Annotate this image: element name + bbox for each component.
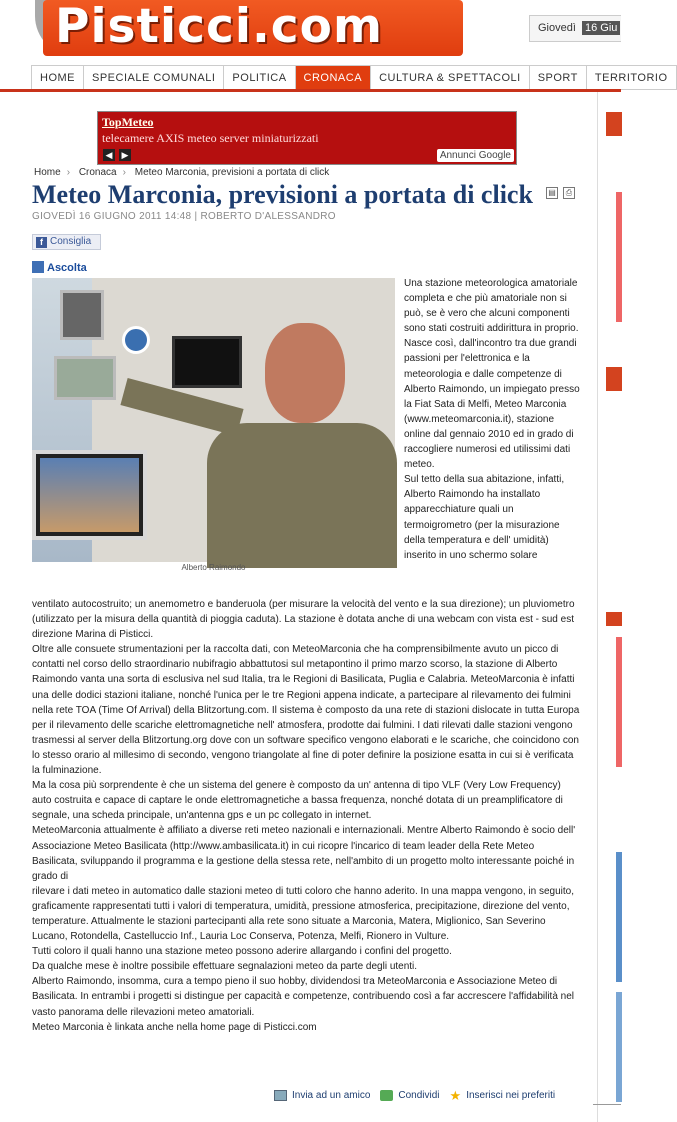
- paragraph: Una stazione meteorologica amatoriale completa e che più amatoriale non si può, se è vero che alcuni componenti sono stati costruiti addirittura in proprio.: [404, 278, 579, 335]
- breadcrumb-current: Meteo Marconia, previsioni a portata di click: [134, 167, 330, 178]
- star-icon: ★: [449, 1088, 462, 1103]
- paragraph: Alberto Raimondo, insomma, cura a tempo pieno il suo hobby, dividendosi tra MeteoMarconia e Associazione Meteo di Basilicata. In entrambi i progetti si distingue per capacità e competenze, contribuendo così a far accrescere l'affidabilità nel vasto panorama delle rilevazioni meteo amatoriali.: [32, 976, 575, 1018]
- paragraph: Sul tetto della sua abitazione, infatti, Alberto Raimondo ha installato apparecchiature quali un termoigrometro (per la misurazione della temperatura e dell' umidità) inserito in uno schermo solare: [404, 474, 565, 561]
- meta-separator: |: [194, 211, 201, 222]
- sidebar-block: [606, 612, 622, 626]
- listen-label: Ascolta: [47, 262, 87, 274]
- article-date: GIOVEDÌ 16 GIUGNO 2011 14:48: [32, 211, 192, 222]
- photo-caption: Alberto Raimondo: [181, 563, 246, 572]
- pdf-icon[interactable]: ▤: [546, 187, 558, 199]
- article-photo: [32, 278, 395, 562]
- ad-next-icon[interactable]: ▶: [119, 149, 131, 161]
- ad-google-text: Annunci Google: [439, 150, 511, 161]
- photo-face: [265, 323, 345, 423]
- paragraph: Nasce così, dall'incontro tra due grandi passioni per l'elettronica e la meteorologia e dalle competenze di Alberto Raimondo, un impiegato presso la Fiat Sata di Melfi, Meteo Marconia (www.meteomarconia.it), stazione online dal gennaio 2010 ed in grado di raccogliere numerosi ed utilissimi dati meteo.: [404, 338, 580, 471]
- mail-icon: [274, 1090, 287, 1101]
- paragraph: Meteo Marconia è linkata anche nella home page di Pisticci.com: [32, 1021, 317, 1033]
- favorites-link[interactable]: [450, 1090, 556, 1101]
- breadcrumb-cronaca[interactable]: Cronaca: [78, 167, 117, 178]
- ad-title[interactable]: TopMeteo: [102, 115, 154, 129]
- date-box: [529, 15, 621, 42]
- favorites-label: Inserisci nei preferiti: [466, 1090, 556, 1101]
- site-header: [0, 0, 621, 62]
- site-logo[interactable]: Pisticci.com: [43, 0, 463, 56]
- breadcrumb-separator: ›: [66, 167, 71, 178]
- facebook-icon: f: [36, 237, 47, 248]
- breadcrumb-separator: ›: [122, 167, 126, 178]
- main-nav: [31, 65, 677, 90]
- article-body-side: [404, 276, 582, 563]
- paragraph: rilevare i dati meteo in automatico dalle stazioni meteo di tutti coloro che hanno aderito. In una mappa vengono, in seguito, graficamente rappresentati tutti i valori di temperatura, umidità, pressione atmosferica, precipitazione, direzione del vento, temperature. Attualmente le stazioni partecipanti alla rete sono situate a Marconia, Matera, Miglionico, San Severino Lucano, Rotondella, Castelluccio Inf., Lauria Loc Conserva, Potenza, Melfi, Rionero in Vulture.: [32, 885, 574, 943]
- breadcrumb-home[interactable]: Home: [34, 167, 61, 178]
- breadcrumb: [34, 167, 335, 178]
- paragraph: Ma la cosa più sorprendente è che un sistema del genere è composto da un' antenna di tipo VLF (Very Low Frequency) auto costruita e capace di captare le onde elettromagnetiche a bassa frequenza, nonché dotata di un preamplificatore di segnale, una scheda principale, un'antenna gps e un pc collegato in internet.: [32, 780, 563, 822]
- like-label: Consiglia: [50, 236, 92, 247]
- nav-sport[interactable]: SPORT: [530, 65, 587, 90]
- send-friend-label: Invia ad un amico: [292, 1090, 371, 1101]
- nav-speciale-comunali[interactable]: SPECIALE COMUNALI: [84, 65, 224, 90]
- photo-computer: [32, 450, 147, 540]
- article-actions: [274, 1090, 555, 1101]
- sidebar-image: [616, 852, 622, 982]
- photo-device: [54, 356, 116, 400]
- divider: [593, 1104, 621, 1105]
- article-body: [32, 597, 582, 1035]
- nav-politica[interactable]: POLITICA: [224, 65, 295, 90]
- ad-prev-icon[interactable]: ◀: [103, 149, 115, 161]
- nav-divider: [0, 89, 621, 92]
- google-ad-banner[interactable]: [97, 111, 517, 165]
- paragraph: Da qualche mese è inoltre possibile effettuare segnalazioni meteo da parte degli utenti.: [32, 961, 418, 973]
- article-tools: [546, 187, 575, 199]
- ad-google-label[interactable]: [437, 149, 514, 162]
- ad-text[interactable]: telecamere AXIS meteo server miniaturizzati: [102, 131, 319, 145]
- share-label: Condividi: [398, 1090, 440, 1101]
- photo-monitor: [172, 336, 242, 388]
- paragraph: ventilato autocostruito; un anemometro e banderuola (per misurare la velocità del vento e la sua direzione); un pluviometro (utilizzato per la misura della quantità di pioggia caduta). La stazione è dotata anche di una webcam con vista est - sud est direzione Marina di Pisticci.: [32, 599, 575, 641]
- nav-home[interactable]: HOME: [32, 65, 84, 90]
- photo-person: [207, 423, 397, 568]
- sidebar-block: [606, 367, 622, 391]
- date-value: 16 Giu: [582, 21, 620, 35]
- photo-device: [60, 290, 104, 340]
- send-friend-link[interactable]: [274, 1090, 370, 1101]
- print-icon[interactable]: ⎙: [563, 187, 575, 199]
- listen-button[interactable]: [32, 261, 87, 274]
- nav-cultura-spettacoli[interactable]: CULTURA & SPETTACOLI: [371, 65, 530, 90]
- article-title[interactable]: Meteo Marconia, previsioni a portata di click: [32, 180, 533, 209]
- sidebar-image: [616, 992, 622, 1102]
- nav-cronaca[interactable]: CRONACA: [296, 65, 372, 90]
- sidebar-image: [616, 192, 622, 322]
- share-icon: [380, 1090, 393, 1101]
- sidebar-image: [616, 637, 622, 767]
- date-day: Giovedì: [538, 22, 576, 34]
- nav-territorio[interactable]: TERRITORIO: [587, 65, 677, 90]
- share-link[interactable]: [380, 1090, 439, 1101]
- speaker-icon: [32, 261, 44, 273]
- right-sidebar: [597, 92, 621, 1122]
- article-author: ROBERTO D'ALESSANDRO: [200, 211, 336, 222]
- photo-clock: [122, 326, 150, 354]
- facebook-like-button[interactable]: [32, 234, 101, 250]
- article-meta: [32, 211, 336, 222]
- sidebar-block: [606, 112, 622, 136]
- paragraph: Tutti coloro il quali hanno una stazione meteo possono aderire allargando i confini del progetto.: [32, 946, 452, 958]
- paragraph: Oltre alle consuete strumentazioni per la raccolta dati, con MeteoMarconia che ha comprensibilmente avuto un picco di contatti nel corso dello straordinario nubifragio abbattutosi sul metapontino il primo marzo scorso, la stazione di Alberto Raimondo vanta una sorta di esclusiva nel sud Italia, tra le Regioni di Basilicata, Puglia e Calabria. MeteoMarconia è infatti una delle dodici stazioni italiane, nonché l'unica per le tre Regioni appena indicate, a partecipare al rilevamento dei fulmini nella rete TOA (Time Of Arrival) della Blitzortung.com. Il sistema è composto da una rete di stazioni dislocate in tutta Europa per il rilevamento delle scariche elettromagnetiche nell' atmosfera, prodotte dai fulmini. I dati rilevati dalle stazioni vengono trasmessi al server della Blitzortung.org dove con un software specifico vengono elaborati e le scariche, che coincidono con lo stesso orario al millesimo di secondo, vengono triangolate al fine di poter definire la posizione esatta in cui si è verificata la fulminazione.: [32, 644, 580, 777]
- paragraph: MeteoMarconia attualmente è affiliato a diverse reti meteo nazionali e internazionali. Mentre Alberto Raimondo è socio dell' Associazione Meteo Basilicata (http://www.ambasilicata.it) in cui ricopre l'incarico di team leader della Rete Meteo Basilicata, sviluppando il programma e la gestione della stessa rete, nell'ambito di un progetto molto interessante poiché in grado di: [32, 825, 576, 882]
